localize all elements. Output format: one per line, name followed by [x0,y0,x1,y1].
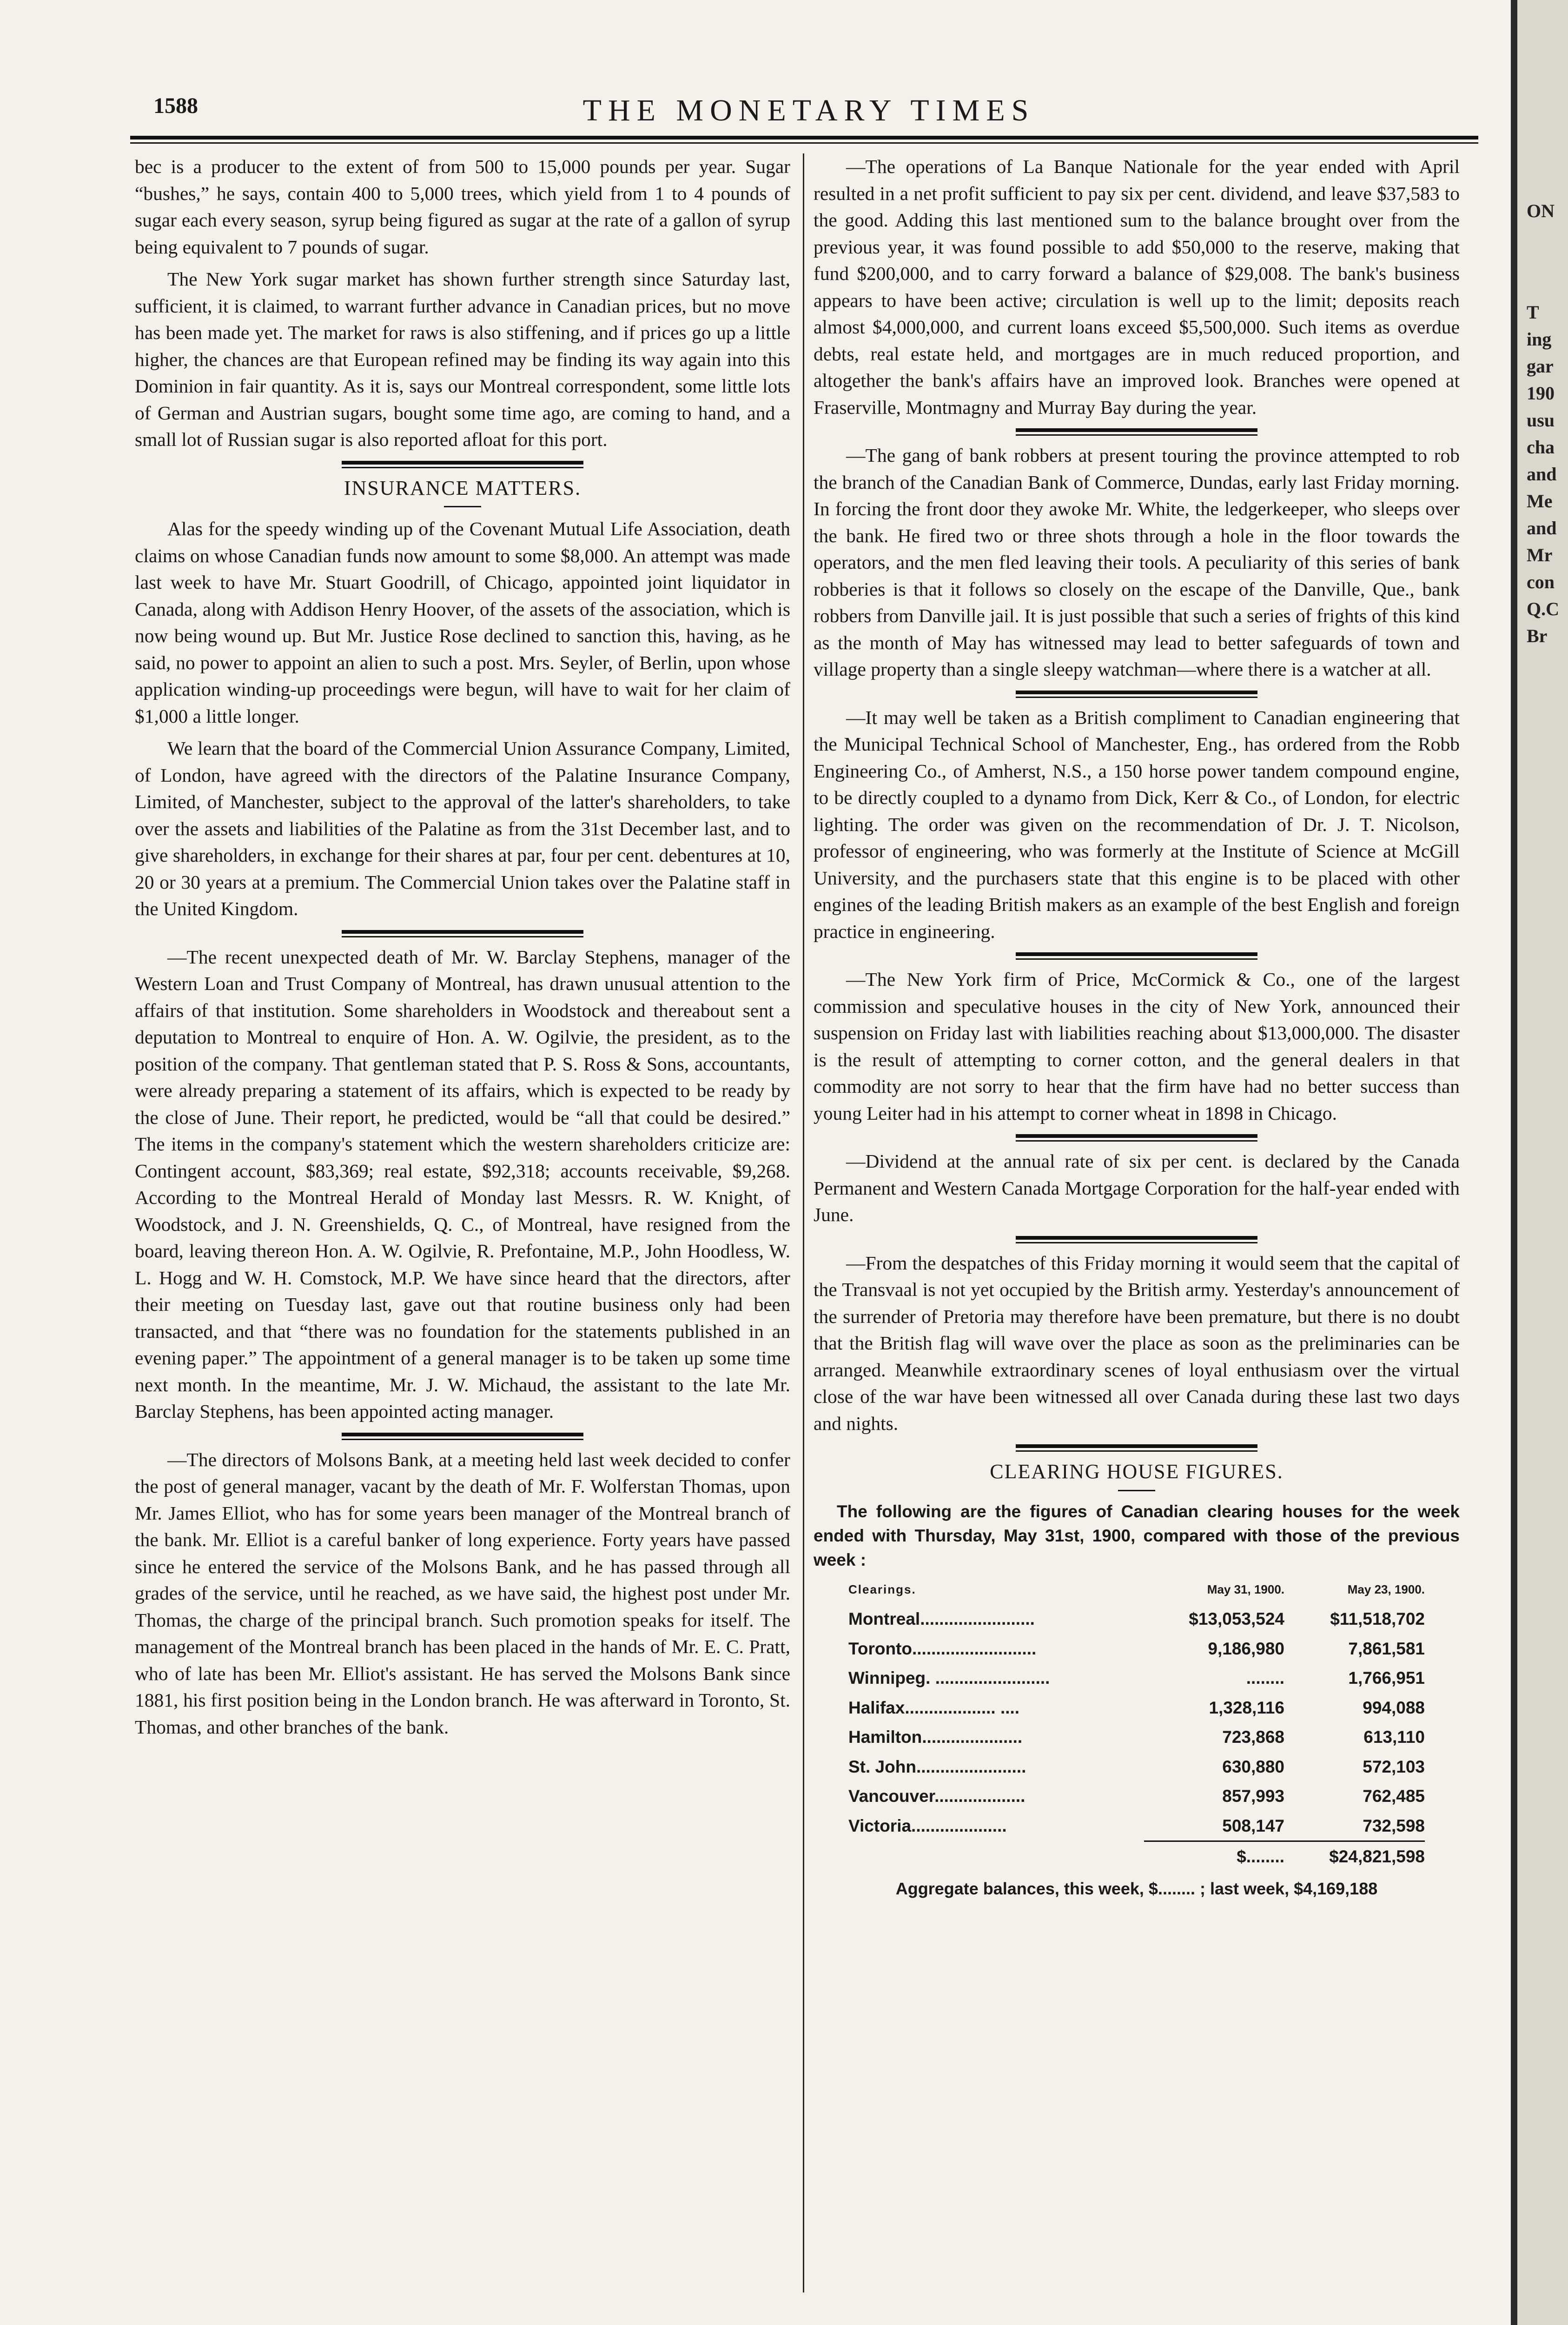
clearing-this-week: 508,147 [1222,1816,1285,1835]
header-rule-thick [130,136,1478,140]
table-header-row [848,1575,1425,1605]
leader-dots: . ........................ [926,1668,1050,1687]
city-name: Vancouver [848,1787,935,1806]
clearing-this-week: 630,880 [1222,1757,1285,1776]
header-clearings: Clearings. [848,1582,916,1596]
leader-dots: ........................ [920,1609,1035,1628]
section-heading-clearing: CLEARING HOUSE FIGURES. [990,1460,1284,1483]
header-this-week: May 31, 1900. [1207,1582,1285,1596]
clearing-previous-week: $11,518,702 [1330,1609,1425,1628]
clearing-house-table [848,1575,1425,1872]
margin-fragment: and [1527,518,1557,538]
article-paragraph: —The gang of bank robbers at present touring the province attempted to rob the branch of the Canadian Bank of Commerce, Dundas, early last Friday morning. In forcing the front door they awoke Mr. White, the ledgerkeeper, who sleeps over the bank. He fired two or three shots through a hole in the floor towards the operators, and the men fled leaving their tools. A peculiarity of this series of bank robberies is that it follows so closely on the escape of the Danville, Que., bank robbers from Danville jail. It is just possible that such a series of frights of this kind as the month of May has witnessed may lead to better safeguards of town and village property than a single sleepy watchman—where there is a watcher at all. [814,445,1460,680]
clearing-previous-week: 762,485 [1363,1787,1425,1806]
table-total-row [848,1841,1425,1872]
margin-fragment: gar [1527,356,1554,377]
header-previous-week: May 23, 1900. [1347,1582,1425,1596]
clearing-this-week: 723,868 [1222,1727,1285,1747]
clearing-this-week: 857,993 [1222,1787,1285,1806]
article-paragraph: —The directors of Molsons Bank, at a meeting held last week decided to confer the post of general manager, vacant by the death of Mr. F. Wolferstan Thomas, upon Mr. James Elliot, who has for some years been manager of the Montreal branch of the bank. Mr. Elliot is a careful banker of long experience. Forty years have passed since he entered the service of the Molsons Bank, and he has passed through all grades of the service, until he reached, as we have said, the highest post under Mr. Thomas, the charge of the principal branch. Such promotion speaks for itself. The management of the Montreal branch has been placed in the hands of Mr. E. C. Pratt, who of late has been Mr. Elliot's assistant. He has served the Molsons Bank since 1881, his first position being in the London branch. He was afterward in Toronto, St. Thomas, and other branches of the bank. [135,1448,790,1738]
table-row [848,1781,1425,1811]
margin-fragment: and [1527,464,1557,485]
margin-fragment: cha [1527,437,1555,458]
article-paragraph: bec is a producer to the extent of from 500 to 15,000 pounds per year. Sugar “bushes,” he says, contain 400 to 5,000 trees, which yield from 1 to 4 pounds of sugar each every season, syrup being figured as sugar at the rate of a gallon of syrup being equivalent to 7 pounds of sugar. [135,156,790,258]
clearing-previous-week: 1,766,951 [1348,1668,1425,1687]
margin-fragment: Me [1527,491,1553,512]
leader-dots: ....................... [916,1757,1026,1776]
total-previous-week: $24,821,598 [1284,1841,1425,1872]
city-name: Hamilton [848,1727,922,1747]
article-paragraph: —The recent unexpected death of Mr. W. Barclay Stephens, manager of the Western Loan and Trust Company of Montreal, has drawn unusual attention to the affairs of that institution. Some shareholders in Woodstock and thereabout sent a deputation to Montreal to enquire of Hon. A. W. Ogilvie, the president, as to the position of the company. That gentleman stated that P. S. Ross & Sons, accountants, were already preparing a statement of its affairs, which is expected to be ready by the close of June. Their report, he predicted, would be “all that could be desired.” The items in the company's statement which the western shareholders criticize are: Contingent account, $83,369; real estate, $92,318; accounts receivable, $9,268. According to the Montreal Herald of Monday last Messrs. R. W. Knight, of Woodstock, and J. N. Greenshields, Q. C., of Montreal, have resigned from the board, leaving thereon Hon. A. W. Ogilvie, R. Prefontaine, M.P., John Hoodless, W. L. Hogg and W. H. Comstock, M.P. We have since heard that the directors, after their meeting on Tuesday last, gave out that routine business only had been transacted, and that “there was no foundation for the statements published in an evening paper.” The appointment of a general manager is to be taken up some time next month. In the meantime, Mr. J. W. Michaud, the assistant to the late Mr. Barclay Stephens, has been appointed acting manager. [135,946,790,1422]
city-name: Toronto [848,1639,912,1658]
table-row [848,1604,1425,1634]
city-name: Montreal [848,1609,920,1628]
aggregate-balances: Aggregate balances, this week, $........ ; last week, $4,169,188 [895,1879,1378,1898]
clearing-previous-week: 7,861,581 [1348,1639,1425,1658]
leader-dots: .................... [911,1816,1007,1836]
left-column [135,153,790,1746]
leader-dots: .......................... [912,1639,1037,1658]
table-row [848,1752,1425,1782]
margin-fragment: 190 [1527,383,1555,404]
clearing-this-week: $13,053,524 [1189,1609,1285,1628]
margin-fragment: usu [1527,410,1555,431]
city-name: Halifax [848,1698,905,1717]
clearing-this-week: 1,328,116 [1209,1698,1285,1717]
section-rule [342,930,583,937]
clearing-previous-week: 994,088 [1363,1698,1425,1717]
city-cell [848,1693,1144,1723]
margin-fragment: ON [1527,200,1555,221]
article-paragraph: —The New York firm of Price, McCormick & Co., one of the largest commission and speculative houses in the city of New York, announced their suspension on Friday last with liabilities reaching about $13,000,000. The disaster is the result of attempting to corner cotton, and the general dealers in that commodity are not sorry to hear that the firm have had no better success than young Leiter had in his attempt to corner wheat in 1898 in Chicago. [814,969,1460,1124]
article-paragraph: —Dividend at the annual rate of six per cent. is declared by the Canada Permanent and Western Canada Mortgage Corporation for the half-year ended with June. [814,1150,1460,1225]
clearing-intro: The following are the figures of Canadian clearing houses for the week ended with Thursday, May 31st, 1900, compared with those of the previous week : [814,1501,1460,1569]
heading-rule [1118,1490,1155,1491]
leader-dots: ................... .... [905,1698,1020,1717]
clearing-previous-week: 572,103 [1363,1757,1425,1776]
table-row [848,1693,1425,1723]
section-rule [1016,952,1257,960]
city-cell [848,1781,1144,1811]
clearing-this-week: 9,186,980 [1208,1639,1285,1658]
section-rule [1016,428,1257,436]
total-this-week: $........ [1144,1841,1284,1872]
section-heading-insurance: INSURANCE MATTERS. [344,476,582,499]
margin-fragment: ing [1527,329,1552,350]
margin-fragment: Mr [1527,545,1553,565]
clearing-previous-week: 613,110 [1363,1727,1425,1747]
clearing-previous-week: 732,598 [1363,1816,1425,1835]
article-paragraph: —From the despatches of this Friday morning it would seem that the capital of the Transvaal is not yet occupied by the British army. Yesterday's announcement of the surrender of Pretoria may therefore have been premature, but there is no doubt that the British flag will wave over the place as soon as the preliminaries can be arranged. Meanwhile extraordinary scenes of loyal enthusiasm over the virtual close of the war have been witnessed all over Canada during these last two days and nights. [814,1252,1460,1434]
section-rule [342,461,583,468]
city-cell [848,1722,1144,1752]
total-label [848,1841,1144,1872]
city-cell [848,1752,1144,1782]
margin-fragment: Br [1527,625,1548,646]
city-cell [848,1663,1144,1693]
leader-dots: ................... [934,1787,1025,1806]
table-body [848,1604,1425,1841]
table-row [848,1811,1425,1841]
clearing-this-week: ........ [1246,1668,1285,1687]
table-row [848,1634,1425,1664]
section-rule [342,1433,583,1440]
article-paragraph: —It may well be taken as a British compliment to Canadian engineering that the Municipal Technical School of Manchester, Eng., has ordered from the Robb Engineering Co., of Amherst, N.S., a 150 horse power tandem compound engine, to be directly coupled to a dynamo from Dick, Kerr & Co., of London, for electric lighting. The order was given on the recommendation of Dr. J. T. Nicolson, professor of engineering, who was formerly at the Institute of Science at McGill University, and the purchasers state that this engine is to be placed with other engines of the leading British makers as an example of the best English and foreign practice in engineering. [814,706,1460,942]
article-paragraph: We learn that the board of the Commercial Union Assurance Company, Limited, of London, have agreed with the directors of the Palatine Insurance Company, Limited, of Manchester, subject to the approval of the latter's shareholders, to take over the assets and liabilities of the Palatine as from the 31st December last, and to give shareholders, in exchange for their shares at par, four per cent. debentures at 10, 20 or 30 years at a premium. The Commercial Union takes over the Palatine staff in the United Kingdom. [135,737,790,919]
table-row [848,1663,1425,1693]
article-paragraph: Alas for the speedy winding up of the Covenant Mutual Life Association, death claims on whose Canadian funds now amount to some $8,000. An attempt was made last week to have Mr. Stuart Goodrill, of Chicago, appointed joint liquidator in Canada, along with Addison Henry Hoover, of the assets of the association, which is now being wound up. But Mr. Justice Rose declined to sanction this, having, as he said, no power to appoint an alien to such a post. Mrs. Seyler, of Berlin, upon whose application winding-up proceedings were begun, will have to wait for her claim of $1,000 a little longer. [135,518,790,727]
article-paragraph: —The operations of La Banque Nationale for the year ended with April resulted in a net profit sufficient to pay six per cent. dividend, and leave $37,583 to the good. Adding this last mentioned sum to the balance brought over from the previous year, it was found possible to add $50,000 to the reserve, making that fund $200,000, and to carry forward a balance of $29,008. The bank's business appears to have been active; circulation is well up to the limit; deposits reach almost $4,000,000, and current loans exceed $5,500,000. Such items as overdue debts, real estate held, and mortgages are in much reduced proportion, and altogether the bank's affairs have an improved look. Branches were opened at Fraserville, Montmagny and Murray Bay during the year. [814,156,1460,418]
city-cell [848,1604,1144,1634]
page-header [135,93,1483,135]
margin-fragment: T [1527,302,1539,323]
page-edge-shadow [1511,0,1517,2325]
article-paragraph: The New York sugar market has shown further strength since Saturday last, sufficient, it is claimed, to warrant further advance in Canadian prices, but no move has been made yet. The market for raws is also stiffening, and if prices go up a little higher, the chances are that European refined may be finding its way again into this Dominion in fair quantity. As it is, says our Montreal correspondent, some little lots of German and Austrian sugars, bought some time ago, are coming to hand, and a small lot of Russian sugar is also reported afloat for this port. [135,268,790,450]
margin-fragment: Q.C [1527,598,1559,619]
city-cell [848,1634,1144,1664]
table-row [848,1722,1425,1752]
section-rule [1016,1236,1257,1243]
right-column [814,153,1460,1902]
section-rule [1016,1444,1257,1452]
city-name: Victoria [848,1816,912,1836]
page-number: 1588 [153,93,198,118]
column-divider [803,153,804,2292]
section-rule [1016,691,1257,698]
header-rule-thin [130,142,1478,144]
adjacent-page-margin [1511,0,1568,2325]
city-name: St. John [848,1757,916,1776]
margin-fragment: con [1527,571,1555,592]
heading-rule [444,506,481,507]
masthead-title: THE MONETARY TIMES [582,93,1035,127]
leader-dots: ..................... [922,1727,1023,1747]
city-name: Winnipeg [848,1668,926,1687]
section-rule [1016,1134,1257,1142]
city-cell [848,1811,1144,1841]
